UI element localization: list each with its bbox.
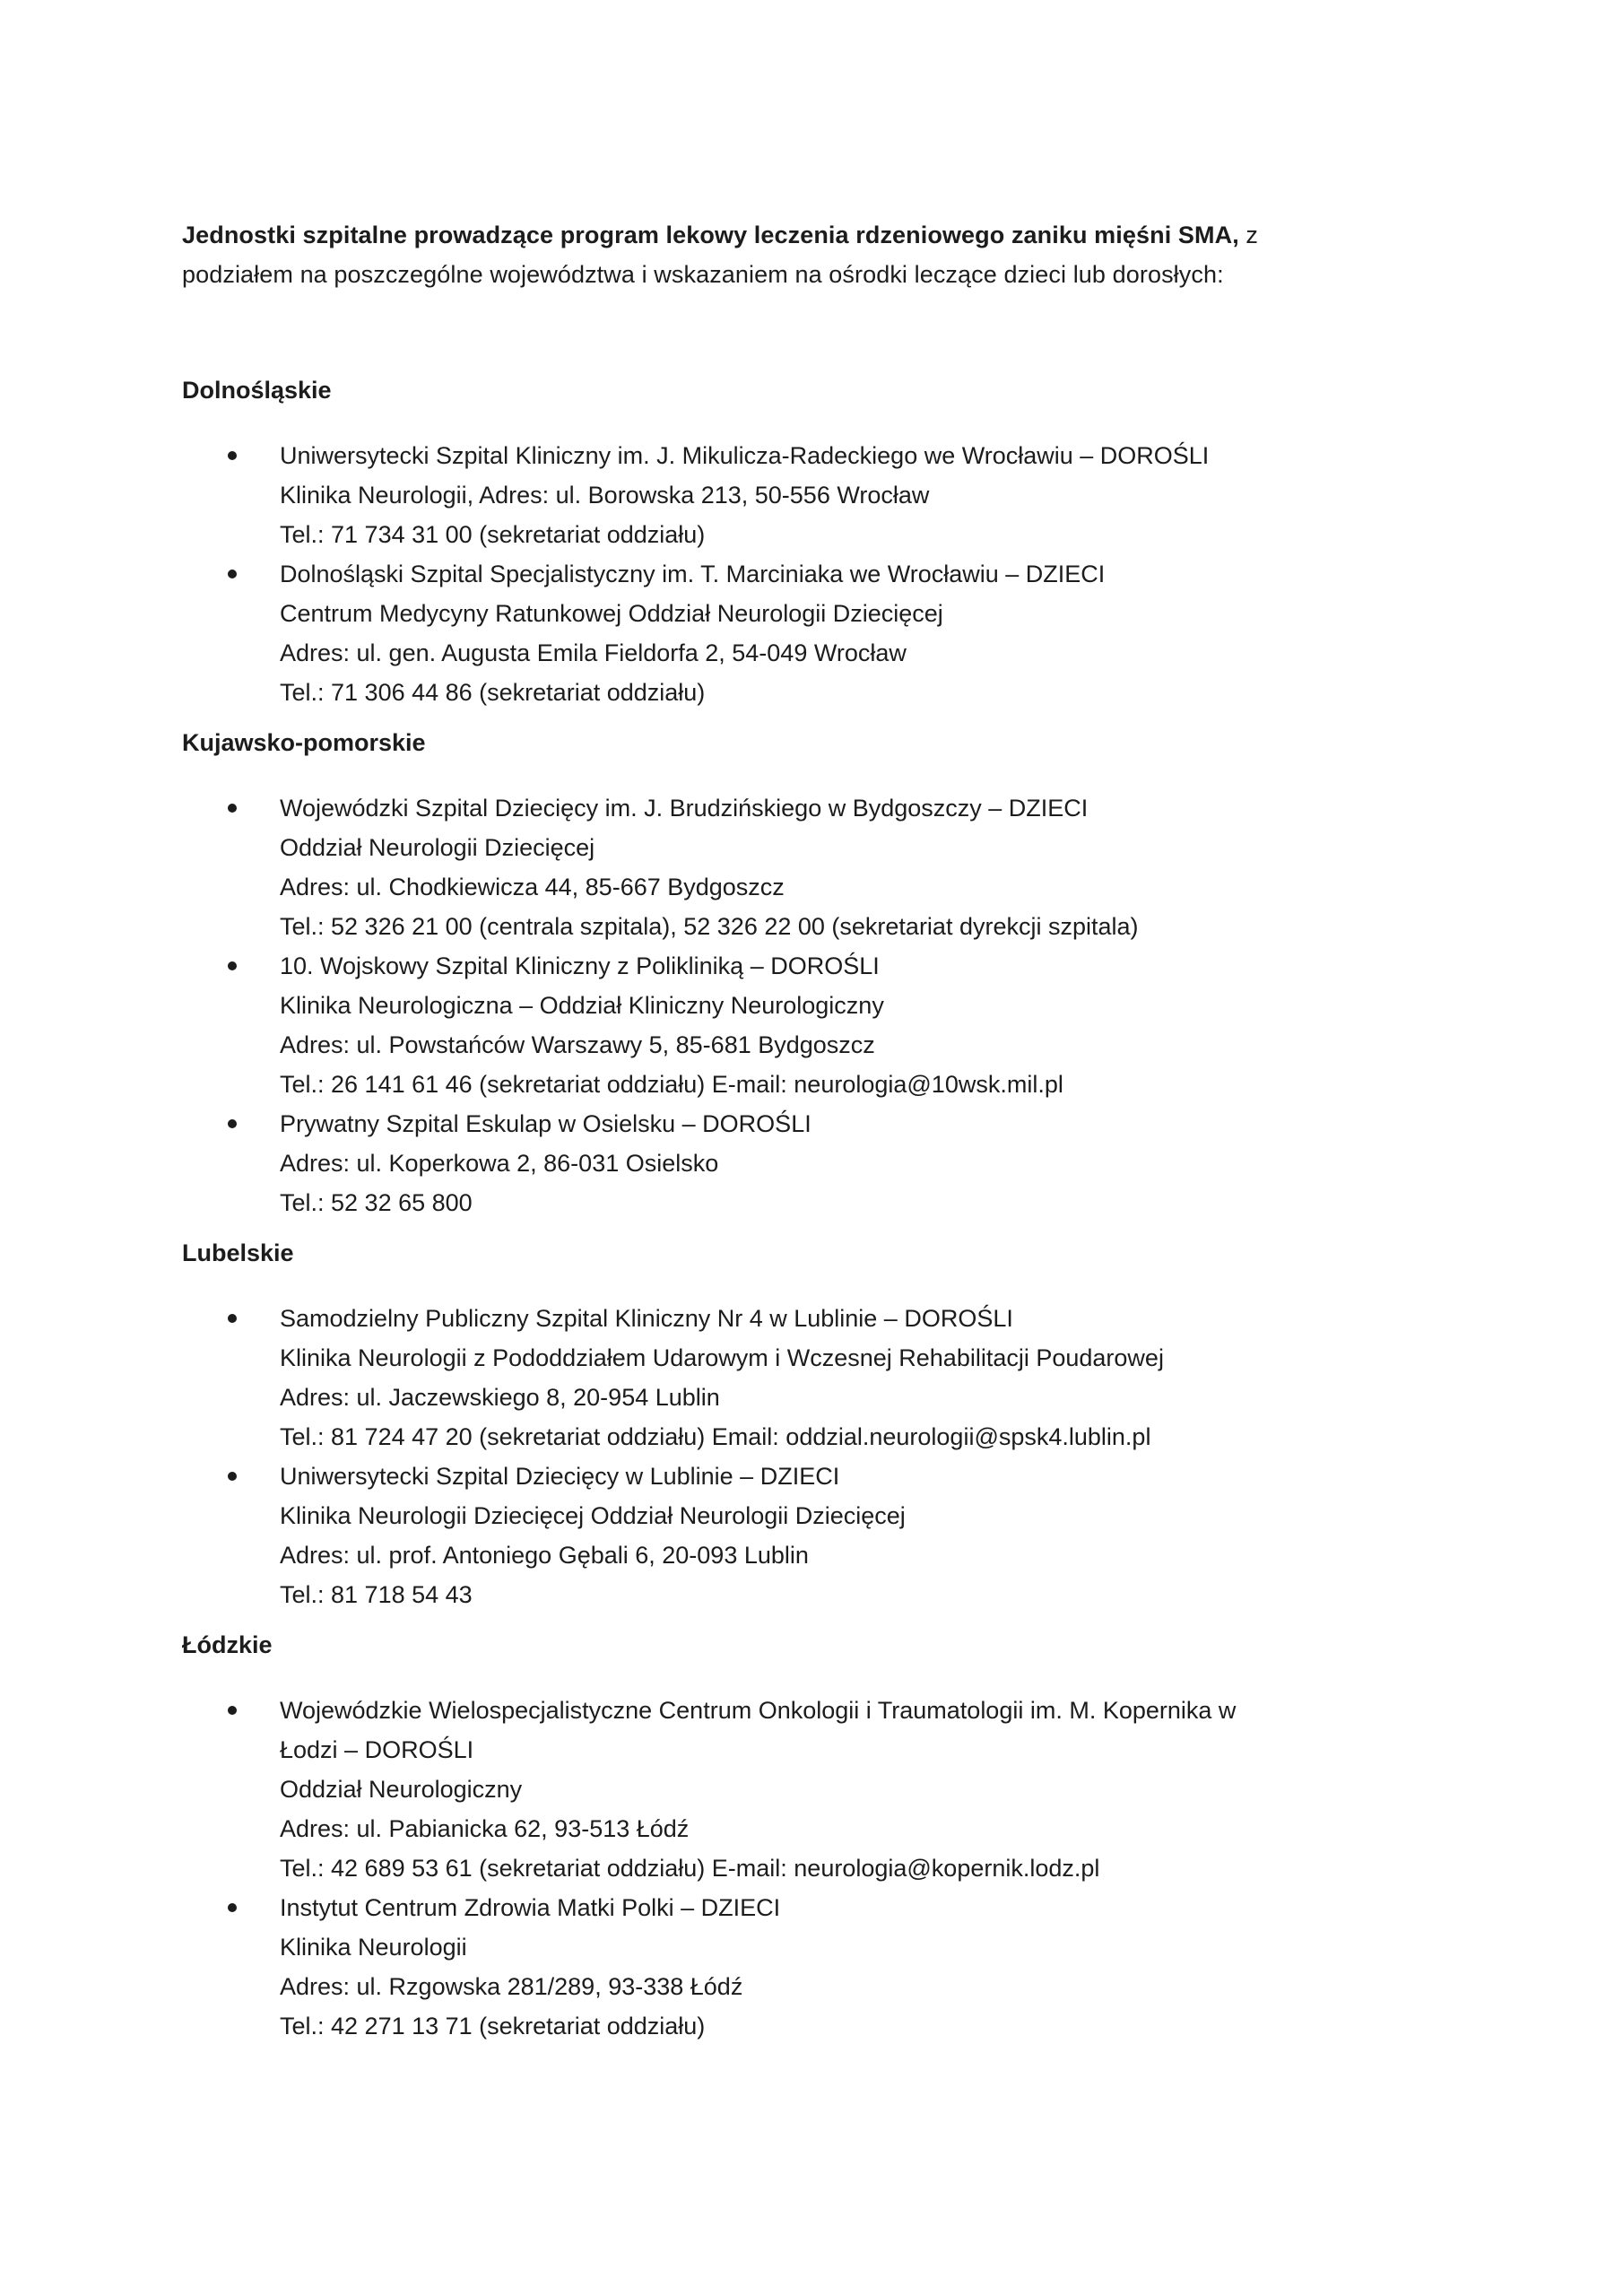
entry-line: Uniwersytecki Szpital Dziecięcy w Lublinie – DZIECI — [280, 1463, 840, 1490]
bullet-icon — [228, 1472, 237, 1481]
sections-container — [182, 370, 1437, 2046]
entry-line: Tel.: 52 326 21 00 (centrala szpitala), 52 326 22 00 (sekretariat dyrekcji szpitala) — [280, 913, 1139, 940]
entry-line: Wojewódzkie Wielospecjalistyczne Centrum Onkologii i Traumatologii im. M. Kopernika w — [280, 1697, 1237, 1724]
entry-line: Instytut Centrum Zdrowia Matki Polki – DZIECI — [280, 1894, 781, 1921]
entry-line: Adres: ul. prof. Antoniego Gębali 6, 20-093 Lublin — [280, 1542, 809, 1569]
voivodeship-section — [182, 1625, 1437, 2046]
entry-line: Tel.: 26 141 61 46 (sekretariat oddziału) E-mail: neurologia@10wsk.mil.pl — [280, 1071, 1063, 1098]
entry-line: Tel.: 42 689 53 61 (sekretariat oddziału) E-mail: neurologia@kopernik.lodz.pl — [280, 1855, 1100, 1882]
hospital-entry — [182, 1299, 1437, 1457]
bullet-icon — [228, 451, 237, 460]
entry-line: Klinika Neurologii, Adres: ul. Borowska 213, 50-556 Wrocław — [280, 482, 930, 509]
hospital-entry — [182, 1888, 1437, 2046]
document-body — [182, 215, 1437, 2046]
hospital-entry — [182, 436, 1437, 554]
bullet-icon — [228, 1903, 237, 1912]
entry-line: Centrum Medycyny Ratunkowej Oddział Neurologii Dziecięcej — [280, 600, 943, 627]
entry-line: Adres: ul. gen. Augusta Emila Fieldorfa 2, 54-049 Wrocław — [280, 639, 907, 666]
section-title: Lubelskie — [182, 1239, 294, 1266]
hospital-entry — [182, 554, 1437, 712]
hospital-list — [182, 788, 1437, 1222]
entry-line: Adres: ul. Jaczewskiego 8, 20-954 Lublin — [280, 1384, 720, 1411]
entry-line: Dolnośląski Szpital Specjalistyczny im. T. Marciniaka we Wrocławiu – DZIECI — [280, 561, 1106, 587]
voivodeship-section — [182, 1233, 1437, 1614]
bullet-icon — [228, 570, 237, 578]
entry-line: Adres: ul. Koperkowa 2, 86-031 Osielsko — [280, 1150, 719, 1177]
entry-line: Klinika Neurologii z Pododdziałem Udarowym i Wczesnej Rehabilitacji Poudarowej — [280, 1344, 1164, 1371]
hospital-entry — [182, 1457, 1437, 1614]
entry-line: Tel.: 81 724 47 20 (sekretariat oddziału) Email: oddzial.neurologii@spsk4.lublin.pl — [280, 1423, 1151, 1450]
bullet-icon — [228, 961, 237, 970]
entry-line: Klinika Neurologii — [280, 1934, 467, 1961]
intro-paragraph — [182, 215, 1437, 294]
entry-line: Uniwersytecki Szpital Kliniczny im. J. Mikulicza-Radeckiego we Wrocławiu – DOROŚLI — [280, 442, 1210, 469]
bullet-icon — [228, 804, 237, 813]
voivodeship-section — [182, 370, 1437, 712]
bullet-icon — [228, 1119, 237, 1128]
entry-line: Adres: ul. Pabianicka 62, 93-513 Łódź — [280, 1815, 690, 1842]
entry-line: Oddział Neurologii Dziecięcej — [280, 834, 595, 861]
entry-line: Wojewódzki Szpital Dziecięcy im. J. Brudzińskiego w Bydgoszczy – DZIECI — [280, 795, 1089, 822]
intro-bold-text: Jednostki szpitalne prowadzące program lekowy leczenia rdzeniowego zaniku mięśni SMA, — [182, 222, 1239, 248]
hospital-list — [182, 1691, 1437, 2046]
section-title: Kujawsko-pomorskie — [182, 729, 426, 756]
section-title: Dolnośląskie — [182, 377, 332, 404]
intro-second-line: podziałem na poszczególne województwa i wskazaniem na ośrodki leczące dzieci lub dorosłych: — [182, 261, 1224, 288]
entry-line: 10. Wojskowy Szpital Kliniczny z Polikliniką – DOROŚLI — [280, 952, 880, 979]
entry-line: Prywatny Szpital Eskulap w Osielsku – DOROŚLI — [280, 1110, 812, 1137]
hospital-list — [182, 1299, 1437, 1614]
entry-line: Tel.: 71 306 44 86 (sekretariat oddziału) — [280, 679, 706, 706]
entry-line: Adres: ul. Chodkiewicza 44, 85-667 Bydgoszcz — [280, 874, 785, 900]
bullet-icon — [228, 1314, 237, 1323]
entry-line: Tel.: 81 718 54 43 — [280, 1581, 473, 1608]
entry-line: Klinika Neurologii Dziecięcej Oddział Neurologii Dziecięcej — [280, 1502, 906, 1529]
voivodeship-section — [182, 723, 1437, 1222]
entry-line: Tel.: 42 271 13 71 (sekretariat oddziału) — [280, 2013, 706, 2039]
entry-line: Oddział Neurologiczny — [280, 1776, 523, 1803]
hospital-entry — [182, 946, 1437, 1104]
entry-line: Tel.: 52 32 65 800 — [280, 1189, 473, 1216]
entry-line: Adres: ul. Powstańców Warszawy 5, 85-681 Bydgoszcz — [280, 1031, 875, 1058]
entry-line: Tel.: 71 734 31 00 (sekretariat oddziału) — [280, 521, 706, 548]
entry-line: Klinika Neurologiczna – Oddział Kliniczny Neurologiczny — [280, 992, 884, 1019]
intro-rest-text: z — [1238, 222, 1259, 248]
entry-line: Adres: ul. Rzgowska 281/289, 93-338 Łódź — [280, 1973, 743, 2000]
hospital-entry — [182, 1104, 1437, 1222]
hospital-entry — [182, 1691, 1437, 1888]
hospital-list — [182, 436, 1437, 712]
entry-line: Łodzi – DOROŚLI — [280, 1736, 474, 1763]
entry-line: Samodzielny Publiczny Szpital Kliniczny Nr 4 w Lublinie – DOROŚLI — [280, 1305, 1013, 1332]
spacer — [182, 294, 1437, 370]
section-title: Łódzkie — [182, 1631, 273, 1658]
bullet-icon — [228, 1706, 237, 1715]
hospital-entry — [182, 788, 1437, 946]
